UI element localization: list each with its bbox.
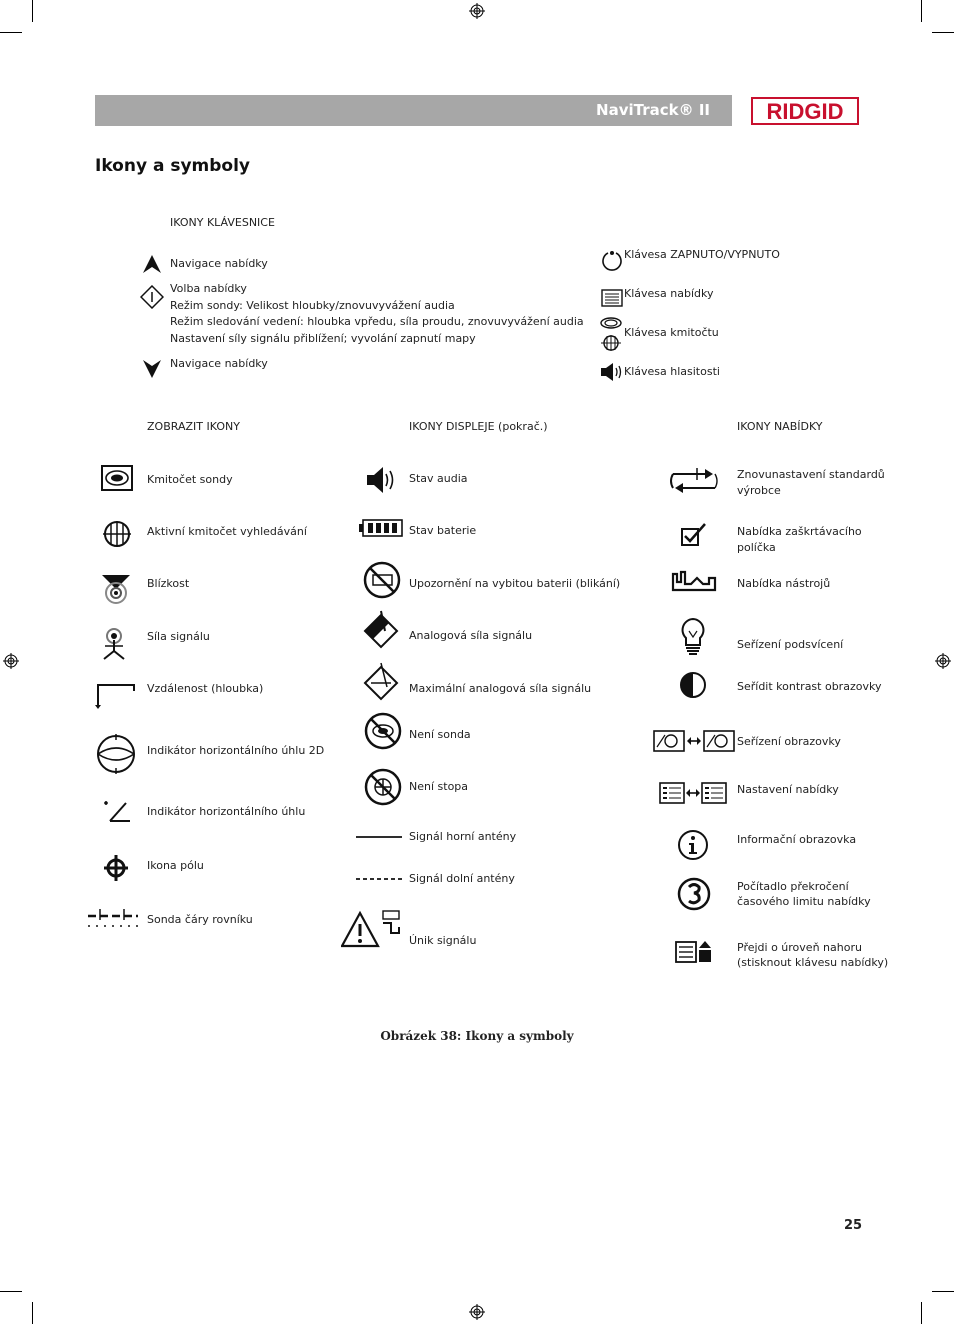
keypad-label: Navigace nabídky (170, 257, 268, 270)
display-icon-label: Indikátor horizontálního úhlu 2D (147, 744, 325, 757)
menu-icon-label: výrobce (737, 484, 781, 497)
figure-caption: Obrázek 38: Ikony a symboly (380, 1029, 574, 1043)
signal-strength-icon (101, 627, 127, 661)
menu-icons-heading: IKONY NABÍDKY (737, 420, 823, 433)
menu-icon-label: Počítadlo překročení (737, 880, 849, 893)
no-sonde-icon (364, 712, 402, 750)
menu-icon-label: Seřídit kontrast obrazovky (737, 680, 882, 693)
menu-icon-label: Znovunastavení standardů (737, 468, 885, 481)
display-icon-label: Aktivní kmitočet vyhledávání (147, 525, 307, 538)
menu-icon-label: Přejdi o úroveň nahoru (737, 941, 862, 954)
crop-mark (0, 1291, 22, 1292)
crop-mark (32, 1302, 33, 1324)
display-icon-label: Vzdálenost (hloubka) (147, 682, 264, 695)
frequency-key-icon (599, 316, 623, 352)
display-icon-label: Blízkost (147, 577, 190, 590)
display-cont-label: Analogová síla signálu (409, 629, 533, 642)
ridgid-logo (751, 96, 859, 126)
signal-leak-icon (341, 909, 403, 949)
registration-mark-icon (935, 653, 951, 669)
horizontal-angle-2d-icon (96, 730, 136, 778)
menu-icon-label: Nabídka nástrojů (737, 577, 831, 590)
keypad-label: Režim sledování vedení: hloubka vpředu, síla proudu, znovuvyvážení audia (170, 315, 584, 328)
equator-line-sonde-icon (86, 908, 140, 930)
low-battery-warning-icon (363, 561, 401, 599)
keypad-label: Navigace nabídky (170, 357, 268, 370)
crop-mark (921, 1302, 922, 1324)
arrow-up-icon (142, 254, 162, 274)
level-up-icon (675, 940, 713, 964)
header-bar (95, 95, 732, 126)
display-icons-heading: ZOBRAZIT IKONY (147, 420, 240, 433)
crop-mark (932, 32, 954, 33)
crop-mark (921, 0, 922, 22)
menu-icon-label: Nastavení nabídky (737, 783, 839, 796)
timeout-counter-icon (677, 877, 711, 911)
upper-antenna-signal-icon (356, 834, 402, 840)
svg-text:RIDGID: RIDGID (766, 99, 844, 124)
pole-icon (103, 854, 129, 882)
display-icon-label: Kmitočet sondy (147, 473, 233, 486)
audio-status-icon (365, 465, 399, 495)
display-icon-label: Ikona pólu (147, 859, 204, 872)
tools-menu-icon (671, 568, 717, 594)
menu-icon-label: Seřízení podsvícení (737, 638, 844, 651)
proximity-icon (100, 573, 132, 605)
keypad-label: Volba nabídky (170, 282, 247, 295)
product-title: NaviTrack® II (596, 101, 710, 119)
info-screen-icon (677, 829, 709, 861)
display-cont-label: Není sonda (409, 728, 471, 741)
crop-mark (32, 0, 33, 22)
menu-icon-label: časového limitu nabídky (737, 895, 871, 908)
page-number: 25 (844, 1218, 863, 1233)
display-cont-label: Upozornění na vybitou baterii (blikání) (409, 577, 621, 590)
keypad-label: Klávesa kmitočtu (624, 326, 719, 339)
display-cont-label: Stav audia (409, 472, 468, 485)
screen-adjust-icon (653, 730, 735, 752)
sonde-frequency-icon (101, 465, 133, 491)
crop-mark (0, 32, 22, 33)
max-analog-signal-strength-icon (361, 661, 403, 701)
arrow-down-icon (142, 359, 162, 379)
display-cont-label: Není stopa (409, 780, 469, 793)
horizontal-angle-icon (102, 798, 132, 824)
keypad-label: Klávesa nabídky (624, 287, 714, 300)
keypad-label: Klávesa hlasitosti (624, 365, 720, 378)
display-icons-cont-heading: IKONY DISPLEJE (pokrač.) (409, 420, 548, 433)
display-cont-label: Signál horní antény (409, 830, 517, 843)
display-icon-label: Síla signálu (147, 630, 210, 643)
keypad-label: Režim sondy: Velikost hloubky/znovuvyvážení audia (170, 299, 455, 312)
battery-status-icon (359, 519, 403, 537)
registration-mark-icon (469, 1304, 485, 1320)
display-cont-label: Maximální analogová síla signálu (409, 682, 592, 695)
volume-key-icon (599, 361, 625, 383)
page-title: Ikony a symboly (95, 156, 251, 176)
menu-icon-label: Seřízení obrazovky (737, 735, 841, 748)
lower-antenna-signal-icon (356, 876, 402, 882)
registration-mark-icon (469, 3, 485, 19)
display-cont-label: Signál dolní antény (409, 872, 515, 885)
checkbox-menu-icon (680, 521, 708, 547)
active-search-frequency-icon (101, 520, 133, 548)
registration-mark-icon (3, 653, 19, 669)
menu-icon-label: (stisknout klávesu nabídky) (737, 956, 889, 969)
menu-settings-icon (659, 782, 727, 804)
display-cont-label: Stav baterie (409, 524, 477, 537)
power-icon (600, 249, 624, 273)
menu-icon-label: Nabídka zaškrtávacího (737, 525, 862, 538)
keypad-heading: IKONY KLÁVESNICE (170, 216, 275, 229)
menu-icon-label: Informační obrazovka (737, 833, 857, 846)
analog-signal-strength-icon (361, 609, 403, 649)
contrast-icon (679, 671, 707, 699)
display-cont-label: Únik signálu (409, 934, 477, 947)
factory-reset-icon (669, 466, 719, 498)
crop-mark (932, 1291, 954, 1292)
no-trace-icon (364, 768, 402, 806)
lightbulb-icon (680, 617, 706, 657)
keypad-label: Nastavení síly signálu přiblížení; vyvolání zapnutí mapy (170, 332, 476, 345)
distance-depth-icon (95, 683, 137, 711)
select-diamond-icon (140, 285, 164, 309)
display-icon-label: Indikátor horizontálního úhlu (147, 805, 306, 818)
keypad-label: Klávesa ZAPNUTO/VYPNUTO (624, 248, 780, 261)
menu-icon-label: políčka (737, 541, 776, 554)
display-icon-label: Sonda čáry rovníku (147, 913, 253, 926)
menu-key-icon (601, 288, 623, 308)
